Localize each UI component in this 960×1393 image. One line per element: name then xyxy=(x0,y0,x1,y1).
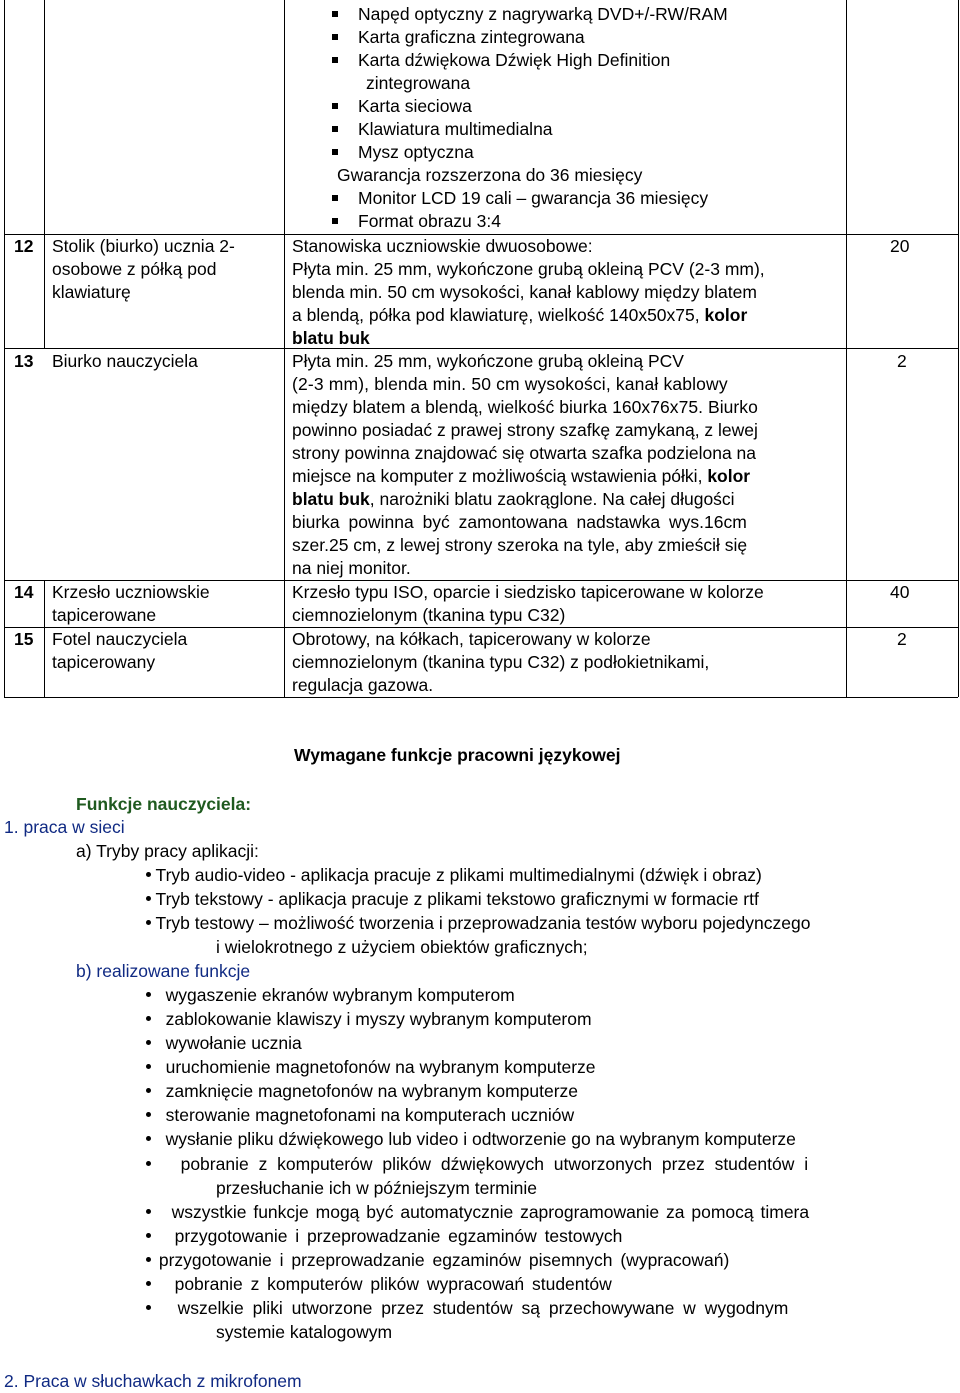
row-desc: ciemnozielonym (tkanina typu C32) z podłokietnikami, xyxy=(292,652,710,672)
row-desc: szer.25 cm, z lewej strony szeroka na tyle, aby zmieścił się xyxy=(292,535,748,555)
list-item: wszelkie pliki utworzone przez studentów są przechowywane w wygodnym xyxy=(146,1297,788,1320)
row-qty: 40 xyxy=(890,582,910,602)
row-desc: powinno posiadać z prawej strony szafkę zamykaną, z lewej xyxy=(292,420,758,440)
row-name: klawiaturę xyxy=(52,282,131,302)
list-item: zamknięcie magnetofonów na wybranym komputerze xyxy=(146,1080,578,1103)
list-item: Tryb audio-video - aplikacja pracuje z plikami multimedialnymi (dźwięk i obraz) xyxy=(146,864,762,887)
table-border-right xyxy=(958,0,959,697)
row-desc: regulacja gazowa. xyxy=(292,675,434,695)
list-item: zablokowanie klawiszy i myszy wybranym komputerom xyxy=(146,1008,592,1031)
row-desc: Obrotowy, na kółkach, tapicerowany w kolorze xyxy=(292,629,651,649)
list-item: przygotowanie i przeprowadzanie egzaminów pisemnych (wypracowań) xyxy=(146,1249,729,1272)
table-col-divider-1 xyxy=(44,0,45,348)
row-name: osobowe z półką pod xyxy=(52,259,217,279)
list-item: Tryb tekstowy - aplikacja pracuje z plikami tekstowo graficznymi w formacie rtf xyxy=(146,888,759,911)
row-name: tapicerowane xyxy=(52,605,157,625)
spec-item: Karta sieciowa xyxy=(332,95,472,118)
spec-item: Karta graficzna zintegrowana xyxy=(332,26,585,49)
row-line-13 xyxy=(4,348,958,349)
list-item: systemie katalogowym xyxy=(216,1322,393,1342)
spec-item: Monitor LCD 19 cali – gwarancja 36 miesięcy xyxy=(332,187,708,210)
row-qty: 2 xyxy=(897,351,907,371)
row-desc: blatu buk xyxy=(292,328,370,348)
row-desc: ciemnozielonym (tkanina typu C32) xyxy=(292,605,566,625)
list-item: pobranie z komputerów plików dźwiękowych utworzonych przez studentów i xyxy=(146,1153,808,1176)
row-name: tapicerowany xyxy=(52,652,156,672)
list-item: sterowanie magnetofonami na komputerach uczniów xyxy=(146,1104,574,1127)
row-desc: blenda min. 50 cm wysokości, kanał kablowy między blatem xyxy=(292,282,757,302)
row-desc: Płyta min. 25 mm, wykończone grubą okleiną PCV (2-3 mm), xyxy=(292,259,765,279)
list-item: pobranie z komputerów plików wypracowań studentów xyxy=(146,1273,612,1296)
list-item: przesłuchanie ich w późniejszym terminie xyxy=(216,1178,537,1198)
spec-item: Format obrazu 3:4 xyxy=(332,210,501,233)
row-number: 12 xyxy=(14,236,34,256)
row-number: 14 xyxy=(14,582,34,602)
list-item: wywołanie ucznia xyxy=(146,1032,302,1055)
row-desc: miejsce na komputer z możliwością wstawienia półki, kolor xyxy=(292,466,751,486)
spec-item: Klawiatura multimedialna xyxy=(332,118,553,141)
row-name: Krzesło uczniowskie xyxy=(52,582,210,602)
row-qty: 20 xyxy=(890,236,910,256)
item-2: 2. Praca w słuchawkach z mikrofonem xyxy=(4,1371,302,1391)
spec-item: Napęd optyczny z nagrywarką DVD+/-RW/RAM xyxy=(332,3,728,26)
section-title: Wymagane funkcje pracowni językowej xyxy=(294,745,621,765)
row-name: Fotel nauczyciela xyxy=(52,629,188,649)
sub-heading-a: a) Tryby pracy aplikacji: xyxy=(76,841,259,861)
row-desc: blatu buk, narożniki blatu zaokrąglone. Na całej długości xyxy=(292,489,735,509)
list-item: wszystkie funkcje mogą być automatycznie zaprogramowanie za pomocą timera xyxy=(146,1201,809,1224)
table-col-divider-1b xyxy=(44,580,45,697)
spec-item: Karta dźwiękowa Dźwięk High Definition xyxy=(332,49,670,72)
spec-item: Mysz optyczna xyxy=(332,141,474,164)
row-desc: (2-3 mm), blenda min. 50 cm wysokości, kanał kablowy xyxy=(292,374,728,394)
table-border-bottom xyxy=(4,697,958,698)
row-desc: Krzesło typu ISO, oparcie i siedzisko tapicerowane w kolorze xyxy=(292,582,764,602)
row-desc: biurka powinna być zamontowana nadstawka wys.16cm xyxy=(292,512,747,532)
row-number: 15 xyxy=(14,629,34,649)
row-qty: 2 xyxy=(897,629,907,649)
list-item: wysłanie pliku dźwiękowego lub video i odtworzenie go na wybranym komputerze xyxy=(146,1128,796,1151)
teacher-heading: Funkcje nauczyciela: xyxy=(76,794,252,814)
sub-heading-b: b) realizowane funkcje xyxy=(76,961,251,981)
list-item: Tryb testowy – możliwość tworzenia i przeprowadzania testów wyboru pojedynczego xyxy=(146,912,810,935)
row-desc: Płyta min. 25 mm, wykończone grubą okleiną PCV xyxy=(292,351,684,371)
spec-item: zintegrowana xyxy=(366,73,471,93)
row-desc: na niej monitor. xyxy=(292,558,411,578)
row-name: Stolik (biurko) ucznia 2- xyxy=(52,236,235,256)
row-desc: Stanowiska uczniowskie dwuosobowe: xyxy=(292,236,593,256)
list-item: i wielokrotnego z użyciem obiektów graficznych; xyxy=(216,937,588,957)
spec-item: Gwarancja rozszerzona do 36 miesięcy xyxy=(337,165,643,185)
list-item: wygaszenie ekranów wybranym komputerom xyxy=(146,984,515,1007)
row-number: 13 xyxy=(14,351,34,371)
list-item: przygotowanie i przeprowadzanie egzaminów testowych xyxy=(146,1225,622,1248)
row-desc: między blatem a blendą, wielkość biurka 160x76x75. Biurko xyxy=(292,397,758,417)
row-name: Biurko nauczyciela xyxy=(52,351,198,371)
list-item: uruchomienie magnetofonów na wybranym komputerze xyxy=(146,1056,596,1079)
item-1: 1. praca w sieci xyxy=(4,817,125,837)
row-desc: strony powinna znajdować się otwarta szafka podzielona na xyxy=(292,443,757,463)
row-desc: a blendą, półka pod klawiaturę, wielkość 140x50x75, kolor xyxy=(292,305,748,325)
